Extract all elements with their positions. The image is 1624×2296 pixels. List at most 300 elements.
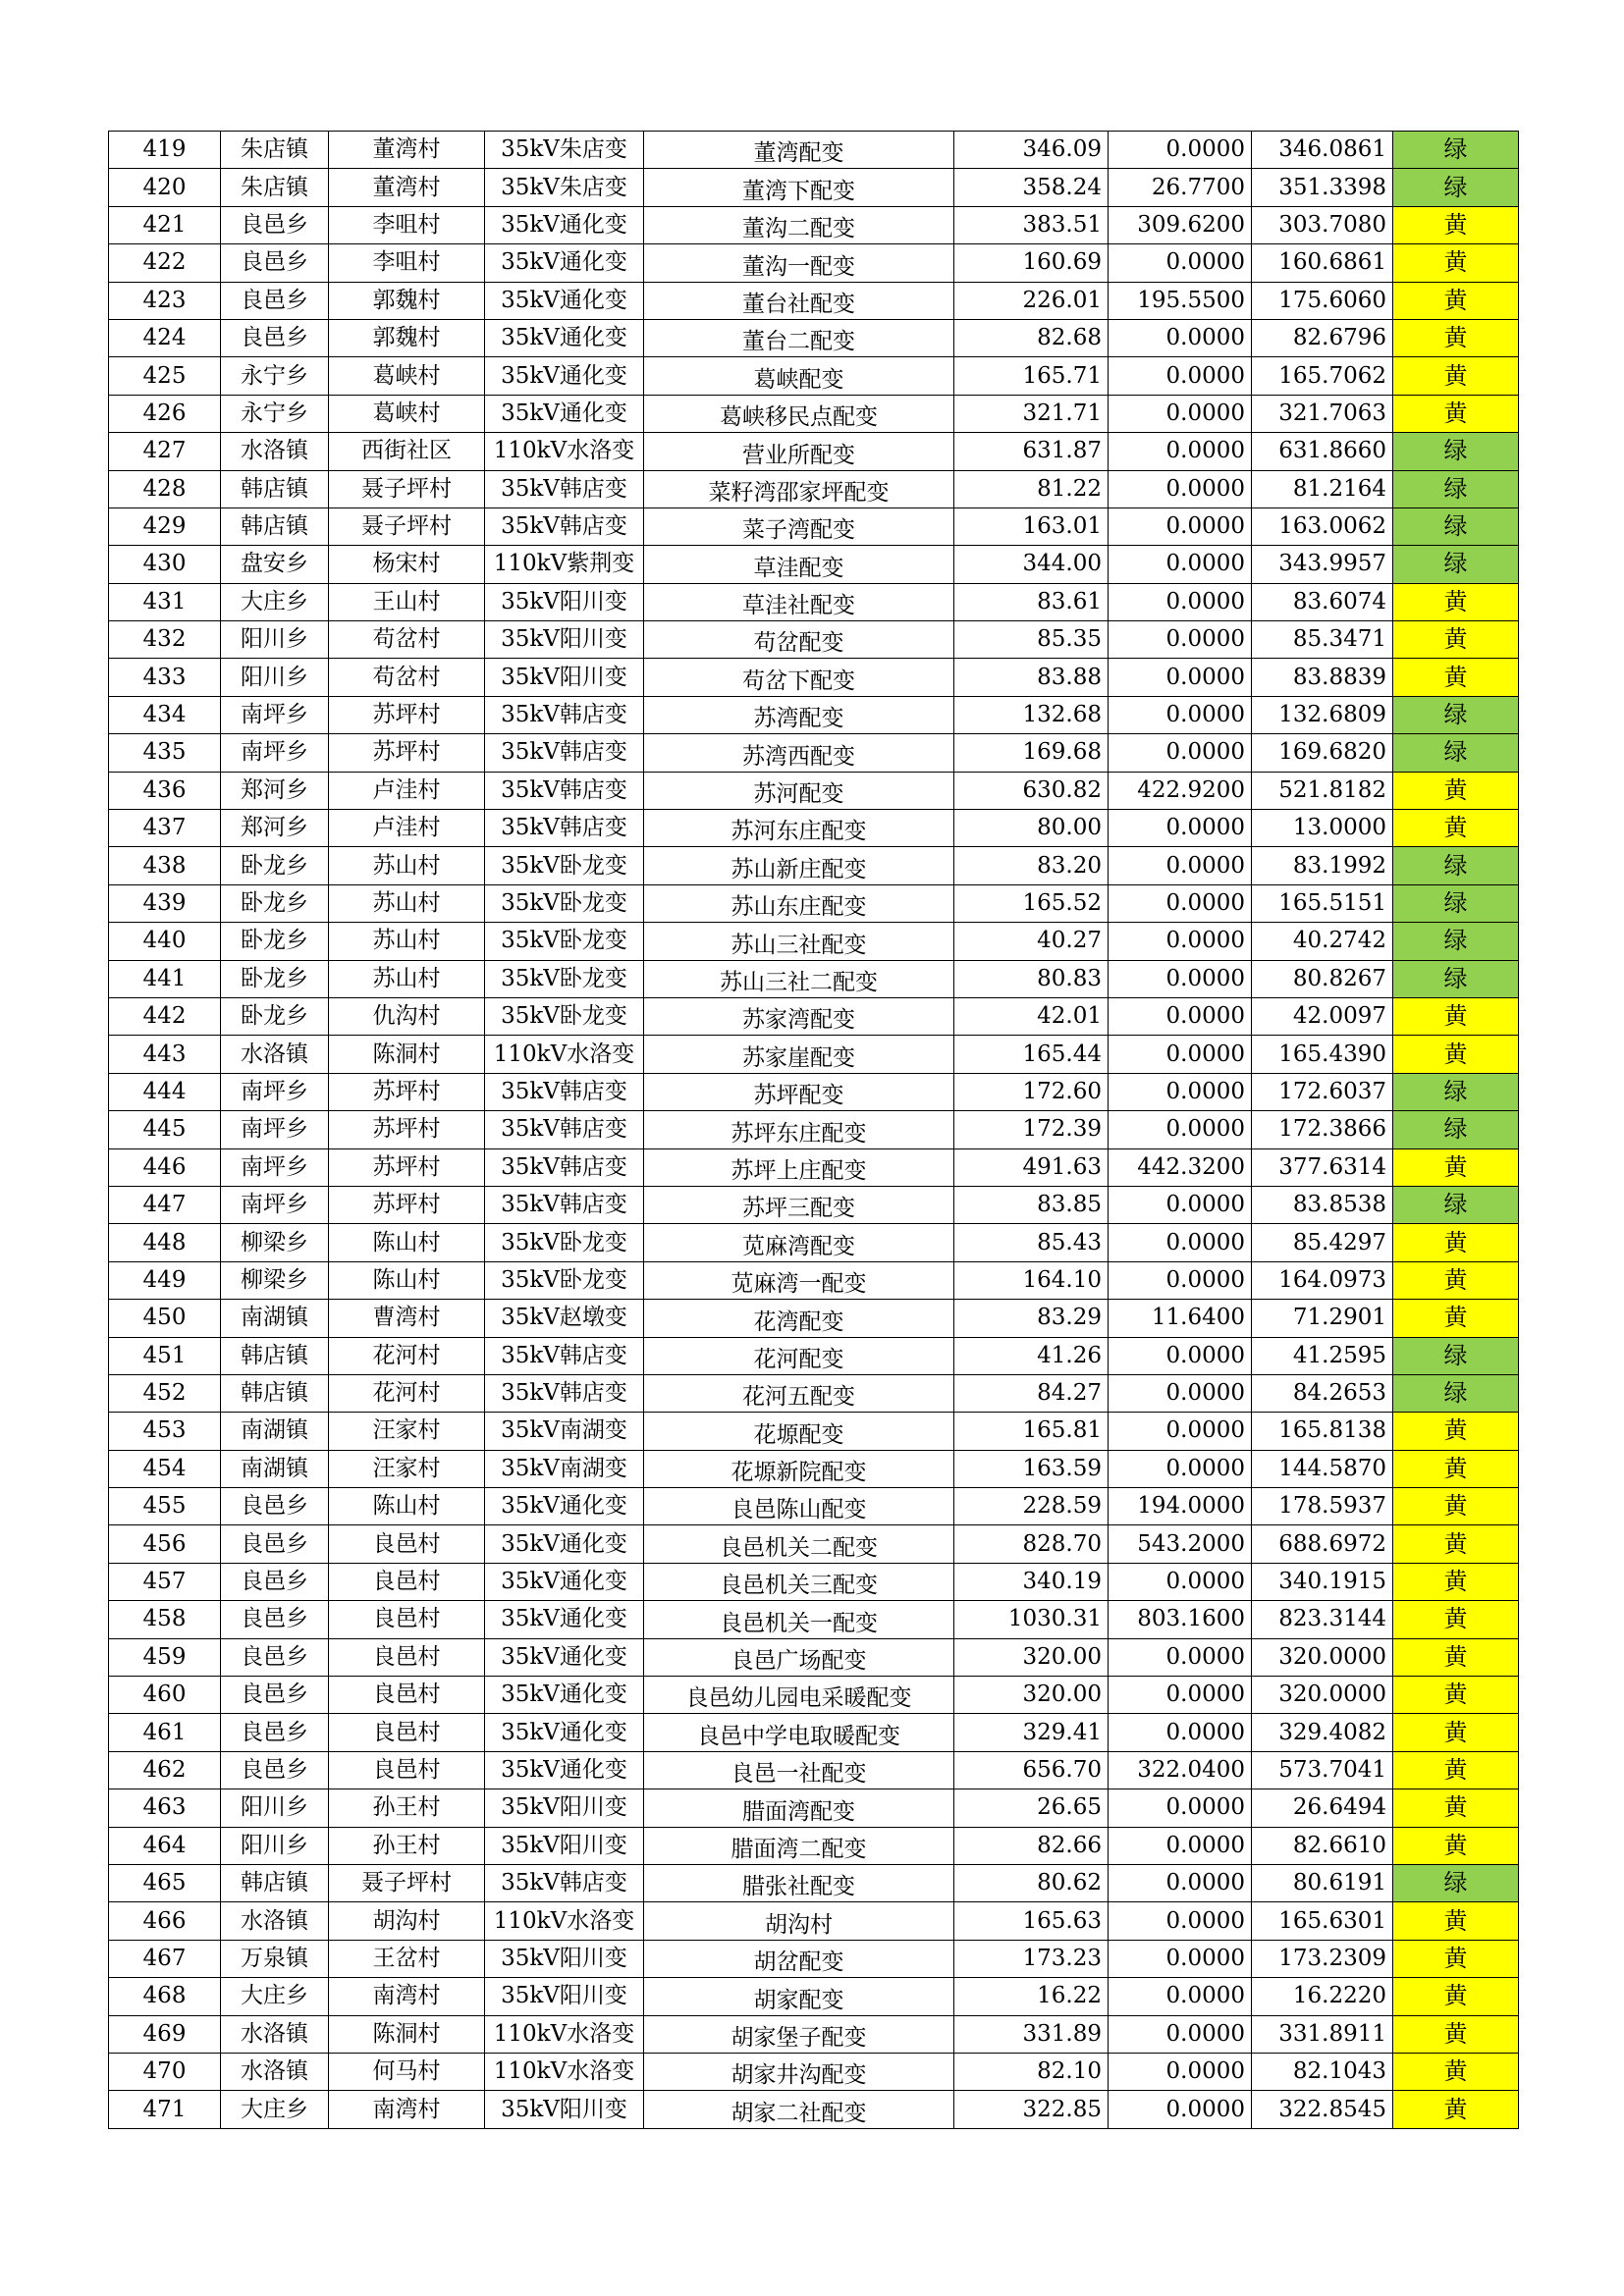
capacity-cell: 40.27 [954,923,1109,960]
capacity-cell: 320.00 [954,1638,1109,1676]
capacity-cell: 340.19 [954,1563,1109,1600]
row-number-cell: 448 [109,1224,221,1261]
town-cell: 阳川乡 [221,659,329,696]
substation-cell: 35kV朱店变 [485,169,644,206]
transformer-name-cell: 苏山三社二配变 [644,960,954,997]
reduction-cell: 0.0000 [1109,1940,1252,1977]
village-cell: 孙王村 [329,1789,485,1827]
reduction-cell: 0.0000 [1109,1677,1252,1714]
transformer-name-cell: 良邑中学电取暖配变 [644,1714,954,1751]
transformer-name-cell: 花塬配变 [644,1413,954,1450]
capacity-cell: 80.83 [954,960,1109,997]
reduction-cell: 0.0000 [1109,1864,1252,1901]
reduction-cell: 0.0000 [1109,1073,1252,1110]
row-number-cell: 445 [109,1111,221,1148]
village-cell: 苏山村 [329,847,485,884]
reduction-cell: 0.0000 [1109,2091,1252,2128]
net-capacity-cell: 81.2164 [1252,470,1393,507]
status-cell: 黄 [1393,1677,1519,1714]
substation-cell: 35kV卧龙变 [485,1224,644,1261]
row-number-cell: 457 [109,1563,221,1600]
substation-cell: 35kV赵墩变 [485,1300,644,1337]
substation-cell: 35kV阳川变 [485,583,644,620]
town-cell: 大庄乡 [221,583,329,620]
substation-cell: 35kV卧龙变 [485,884,644,922]
town-cell: 韩店镇 [221,1374,329,1412]
net-capacity-cell: 303.7080 [1252,206,1393,243]
table-row [109,696,1519,733]
reduction-cell: 0.0000 [1109,2015,1252,2053]
row-number-cell: 469 [109,2015,221,2053]
town-cell: 卧龙乡 [221,960,329,997]
capacity-cell: 491.63 [954,1148,1109,1186]
capacity-cell: 26.65 [954,1789,1109,1827]
village-cell: 苏山村 [329,884,485,922]
substation-cell: 110kV水洛变 [485,2015,644,2053]
status-cell: 绿 [1393,960,1519,997]
capacity-cell: 165.81 [954,1413,1109,1450]
town-cell: 大庄乡 [221,1978,329,2015]
village-cell: 聂子坪村 [329,507,485,545]
reduction-cell: 0.0000 [1109,1374,1252,1412]
reduction-cell: 0.0000 [1109,395,1252,432]
reduction-cell: 0.0000 [1109,244,1252,282]
net-capacity-cell: 165.8138 [1252,1413,1393,1450]
net-capacity-cell: 165.4390 [1252,1036,1393,1073]
status-cell: 绿 [1393,1111,1519,1148]
town-cell: 郑河乡 [221,772,329,809]
reduction-cell: 0.0000 [1109,1111,1252,1148]
table-row [109,1224,1519,1261]
transformer-name-cell: 苏坪三配变 [644,1186,954,1223]
status-cell: 黄 [1393,583,1519,620]
village-cell: 王山村 [329,583,485,620]
town-cell: 柳梁乡 [221,1224,329,1261]
capacity-cell: 331.89 [954,2015,1109,2053]
transformer-name-cell: 良邑机关一配变 [644,1601,954,1638]
transformer-name-cell: 董沟一配变 [644,244,954,282]
substation-cell: 35kV通化变 [485,282,644,319]
capacity-cell: 383.51 [954,206,1109,243]
substation-cell: 35kV韩店变 [485,470,644,507]
reduction-cell: 0.0000 [1109,997,1252,1035]
status-cell: 黄 [1393,1261,1519,1299]
village-cell: 良邑村 [329,1601,485,1638]
table-row [109,1601,1519,1638]
reduction-cell: 0.0000 [1109,2053,1252,2090]
capacity-cell: 83.85 [954,1186,1109,1223]
capacity-cell: 631.87 [954,433,1109,470]
row-number-cell: 420 [109,169,221,206]
transformer-capacity-table [108,131,1519,2129]
status-cell: 绿 [1393,923,1519,960]
status-cell: 黄 [1393,357,1519,395]
capacity-cell: 84.27 [954,1374,1109,1412]
village-cell: 陈洞村 [329,1036,485,1073]
reduction-cell: 0.0000 [1109,1789,1252,1827]
transformer-name-cell: 苟岔下配变 [644,659,954,696]
capacity-cell: 85.43 [954,1224,1109,1261]
village-cell: 南湾村 [329,1978,485,2015]
capacity-cell: 165.71 [954,357,1109,395]
substation-cell: 35kV阳川变 [485,1789,644,1827]
net-capacity-cell: 521.8182 [1252,772,1393,809]
row-number-cell: 454 [109,1450,221,1487]
village-cell: 汪家村 [329,1413,485,1450]
status-cell: 黄 [1393,1940,1519,1977]
status-cell: 黄 [1393,395,1519,432]
transformer-name-cell: 良邑一社配变 [644,1751,954,1789]
table-body [109,132,1519,2129]
net-capacity-cell: 377.6314 [1252,1148,1393,1186]
substation-cell: 110kV水洛变 [485,1036,644,1073]
net-capacity-cell: 346.0861 [1252,132,1393,169]
table-row [109,507,1519,545]
net-capacity-cell: 83.6074 [1252,583,1393,620]
reduction-cell: 0.0000 [1109,470,1252,507]
substation-cell: 35kV通化变 [485,395,644,432]
capacity-cell: 42.01 [954,997,1109,1035]
transformer-name-cell: 花河配变 [644,1337,954,1374]
status-cell: 黄 [1393,621,1519,659]
village-cell: 苟岔村 [329,621,485,659]
substation-cell: 35kV阳川变 [485,1827,644,1864]
town-cell: 良邑乡 [221,1488,329,1525]
village-cell: 陈山村 [329,1224,485,1261]
town-cell: 南坪乡 [221,734,329,772]
village-cell: 陈山村 [329,1488,485,1525]
reduction-cell: 0.0000 [1109,1224,1252,1261]
net-capacity-cell: 165.5151 [1252,884,1393,922]
village-cell: 苏坪村 [329,734,485,772]
capacity-cell: 320.00 [954,1677,1109,1714]
status-cell: 绿 [1393,734,1519,772]
net-capacity-cell: 40.2742 [1252,923,1393,960]
substation-cell: 110kV水洛变 [485,433,644,470]
village-cell: 苏坪村 [329,1148,485,1186]
status-cell: 绿 [1393,696,1519,733]
transformer-name-cell: 腊张社配变 [644,1864,954,1901]
transformer-name-cell: 董湾下配变 [644,169,954,206]
substation-cell: 35kV阳川变 [485,1978,644,2015]
village-cell: 苟岔村 [329,659,485,696]
transformer-name-cell: 菜籽湾邵家坪配变 [644,470,954,507]
village-cell: 苏坪村 [329,1073,485,1110]
substation-cell: 35kV韩店变 [485,1186,644,1223]
substation-cell: 35kV阳川变 [485,621,644,659]
capacity-cell: 80.00 [954,810,1109,847]
net-capacity-cell: 82.6610 [1252,1827,1393,1864]
capacity-cell: 346.09 [954,132,1109,169]
village-cell: 良邑村 [329,1751,485,1789]
table-row [109,206,1519,243]
town-cell: 南坪乡 [221,1148,329,1186]
transformer-name-cell: 苏山新庄配变 [644,847,954,884]
capacity-cell: 163.59 [954,1450,1109,1487]
reduction-cell: 0.0000 [1109,810,1252,847]
substation-cell: 35kV通化变 [485,1601,644,1638]
row-number-cell: 463 [109,1789,221,1827]
table-row [109,1036,1519,1073]
net-capacity-cell: 83.1992 [1252,847,1393,884]
row-number-cell: 427 [109,433,221,470]
transformer-name-cell: 葛峡配变 [644,357,954,395]
village-cell: 良邑村 [329,1677,485,1714]
town-cell: 盘安乡 [221,546,329,583]
transformer-name-cell: 良邑陈山配变 [644,1488,954,1525]
town-cell: 南湖镇 [221,1450,329,1487]
table-row [109,1978,1519,2015]
town-cell: 良邑乡 [221,1714,329,1751]
status-cell: 绿 [1393,1186,1519,1223]
capacity-cell: 656.70 [954,1751,1109,1789]
reduction-cell: 309.6200 [1109,206,1252,243]
village-cell: 卢洼村 [329,810,485,847]
status-cell: 黄 [1393,1488,1519,1525]
status-cell: 绿 [1393,470,1519,507]
row-number-cell: 471 [109,2091,221,2128]
reduction-cell: 543.2000 [1109,1525,1252,1563]
town-cell: 朱店镇 [221,132,329,169]
substation-cell: 35kV韩店变 [485,1073,644,1110]
substation-cell: 35kV韩店变 [485,1864,644,1901]
capacity-cell: 165.63 [954,1902,1109,1940]
town-cell: 阳川乡 [221,1827,329,1864]
transformer-name-cell: 苏湾配变 [644,696,954,733]
status-cell: 黄 [1393,997,1519,1035]
substation-cell: 35kV通化变 [485,1638,644,1676]
table-row [109,319,1519,356]
transformer-name-cell: 董湾配变 [644,132,954,169]
capacity-cell: 228.59 [954,1488,1109,1525]
village-cell: 曹湾村 [329,1300,485,1337]
status-cell: 绿 [1393,433,1519,470]
row-number-cell: 437 [109,810,221,847]
substation-cell: 35kV通化变 [485,244,644,282]
village-cell: 苏山村 [329,960,485,997]
village-cell: 良邑村 [329,1638,485,1676]
reduction-cell: 0.0000 [1109,1638,1252,1676]
town-cell: 水洛镇 [221,433,329,470]
row-number-cell: 422 [109,244,221,282]
net-capacity-cell: 82.1043 [1252,2053,1393,2090]
row-number-cell: 433 [109,659,221,696]
transformer-name-cell: 胡家井沟配变 [644,2053,954,2090]
status-cell: 黄 [1393,2015,1519,2053]
status-cell: 黄 [1393,1450,1519,1487]
table-row [109,734,1519,772]
transformer-name-cell: 苏坪配变 [644,1073,954,1110]
net-capacity-cell: 132.6809 [1252,696,1393,733]
row-number-cell: 455 [109,1488,221,1525]
village-cell: 陈洞村 [329,2015,485,2053]
net-capacity-cell: 144.5870 [1252,1450,1393,1487]
row-number-cell: 440 [109,923,221,960]
status-cell: 黄 [1393,772,1519,809]
town-cell: 南坪乡 [221,1111,329,1148]
net-capacity-cell: 320.0000 [1252,1677,1393,1714]
substation-cell: 35kV卧龙变 [485,847,644,884]
transformer-name-cell: 花塬新院配变 [644,1450,954,1487]
transformer-name-cell: 胡家堡子配变 [644,2015,954,2053]
transformer-name-cell: 良邑广场配变 [644,1638,954,1676]
row-number-cell: 450 [109,1300,221,1337]
reduction-cell: 0.0000 [1109,884,1252,922]
status-cell: 黄 [1393,1978,1519,2015]
substation-cell: 35kV阳川变 [485,1940,644,1977]
table-row [109,997,1519,1035]
status-cell: 黄 [1393,810,1519,847]
reduction-cell: 0.0000 [1109,507,1252,545]
reduction-cell: 0.0000 [1109,1563,1252,1600]
table-row [109,1940,1519,1977]
capacity-cell: 83.29 [954,1300,1109,1337]
table-row [109,1677,1519,1714]
town-cell: 良邑乡 [221,282,329,319]
status-cell: 黄 [1393,659,1519,696]
row-number-cell: 442 [109,997,221,1035]
net-capacity-cell: 165.6301 [1252,1902,1393,1940]
status-cell: 绿 [1393,169,1519,206]
town-cell: 南湖镇 [221,1413,329,1450]
reduction-cell: 11.6400 [1109,1300,1252,1337]
substation-cell: 35kV通化变 [485,319,644,356]
row-number-cell: 451 [109,1337,221,1374]
transformer-name-cell: 董沟二配变 [644,206,954,243]
substation-cell: 35kV卧龙变 [485,997,644,1035]
table-row [109,847,1519,884]
status-cell: 黄 [1393,1751,1519,1789]
row-number-cell: 468 [109,1978,221,2015]
row-number-cell: 423 [109,282,221,319]
status-cell: 黄 [1393,2091,1519,2128]
net-capacity-cell: 172.6037 [1252,1073,1393,1110]
table-row [109,1751,1519,1789]
substation-cell: 35kV韩店变 [485,734,644,772]
reduction-cell: 0.0000 [1109,546,1252,583]
table-row [109,960,1519,997]
net-capacity-cell: 13.0000 [1252,810,1393,847]
row-number-cell: 447 [109,1186,221,1223]
transformer-name-cell: 苏河配变 [644,772,954,809]
town-cell: 永宁乡 [221,357,329,395]
net-capacity-cell: 320.0000 [1252,1638,1393,1676]
row-number-cell: 446 [109,1148,221,1186]
net-capacity-cell: 573.7041 [1252,1751,1393,1789]
transformer-name-cell: 腊面湾配变 [644,1789,954,1827]
substation-cell: 35kV通化变 [485,1677,644,1714]
net-capacity-cell: 343.9957 [1252,546,1393,583]
town-cell: 良邑乡 [221,1563,329,1600]
table-row [109,1789,1519,1827]
table-row [109,244,1519,282]
transformer-name-cell: 苋麻湾一配变 [644,1261,954,1299]
capacity-cell: 358.24 [954,169,1109,206]
reduction-cell: 442.3200 [1109,1148,1252,1186]
substation-cell: 35kV韩店变 [485,507,644,545]
status-cell: 黄 [1393,1300,1519,1337]
transformer-name-cell: 董台二配变 [644,319,954,356]
village-cell: 郭魏村 [329,319,485,356]
village-cell: 葛峡村 [329,395,485,432]
row-number-cell: 421 [109,206,221,243]
town-cell: 韩店镇 [221,1864,329,1901]
village-cell: 李咀村 [329,206,485,243]
row-number-cell: 467 [109,1940,221,1977]
net-capacity-cell: 688.6972 [1252,1525,1393,1563]
status-cell: 绿 [1393,1864,1519,1901]
net-capacity-cell: 71.2901 [1252,1300,1393,1337]
substation-cell: 35kV通化变 [485,1714,644,1751]
village-cell: 良邑村 [329,1563,485,1600]
table-row [109,2053,1519,2090]
reduction-cell: 0.0000 [1109,319,1252,356]
reduction-cell: 0.0000 [1109,847,1252,884]
table-row [109,1864,1519,1901]
status-cell: 绿 [1393,884,1519,922]
row-number-cell: 464 [109,1827,221,1864]
row-number-cell: 444 [109,1073,221,1110]
status-cell: 绿 [1393,1374,1519,1412]
status-cell: 黄 [1393,1224,1519,1261]
row-number-cell: 426 [109,395,221,432]
transformer-name-cell: 草洼配变 [644,546,954,583]
status-cell: 绿 [1393,847,1519,884]
substation-cell: 35kV通化变 [485,1525,644,1563]
capacity-cell: 16.22 [954,1978,1109,2015]
status-cell: 黄 [1393,282,1519,319]
net-capacity-cell: 631.8660 [1252,433,1393,470]
transformer-name-cell: 花湾配变 [644,1300,954,1337]
table-row [109,1488,1519,1525]
village-cell: 苏坪村 [329,1186,485,1223]
reduction-cell: 0.0000 [1109,734,1252,772]
table-row [109,1337,1519,1374]
town-cell: 韩店镇 [221,1337,329,1374]
village-cell: 郭魏村 [329,282,485,319]
row-number-cell: 439 [109,884,221,922]
village-cell: 苏山村 [329,923,485,960]
substation-cell: 35kV通化变 [485,1563,644,1600]
net-capacity-cell: 164.0973 [1252,1261,1393,1299]
table-row [109,659,1519,696]
capacity-cell: 82.10 [954,2053,1109,2090]
net-capacity-cell: 163.0062 [1252,507,1393,545]
row-number-cell: 465 [109,1864,221,1901]
net-capacity-cell: 82.6796 [1252,319,1393,356]
substation-cell: 110kV紫荆变 [485,546,644,583]
substation-cell: 35kV卧龙变 [485,923,644,960]
village-cell: 李咀村 [329,244,485,282]
table-row [109,2091,1519,2128]
net-capacity-cell: 85.3471 [1252,621,1393,659]
substation-cell: 35kV南湖变 [485,1450,644,1487]
village-cell: 胡沟村 [329,1902,485,1940]
town-cell: 卧龙乡 [221,847,329,884]
capacity-cell: 85.35 [954,621,1109,659]
town-cell: 卧龙乡 [221,884,329,922]
row-number-cell: 456 [109,1525,221,1563]
reduction-cell: 0.0000 [1109,583,1252,620]
reduction-cell: 0.0000 [1109,1902,1252,1940]
reduction-cell: 0.0000 [1109,357,1252,395]
transformer-name-cell: 苏湾西配变 [644,734,954,772]
status-cell: 黄 [1393,1148,1519,1186]
village-cell: 聂子坪村 [329,1864,485,1901]
reduction-cell: 0.0000 [1109,1413,1252,1450]
net-capacity-cell: 329.4082 [1252,1714,1393,1751]
town-cell: 柳梁乡 [221,1261,329,1299]
